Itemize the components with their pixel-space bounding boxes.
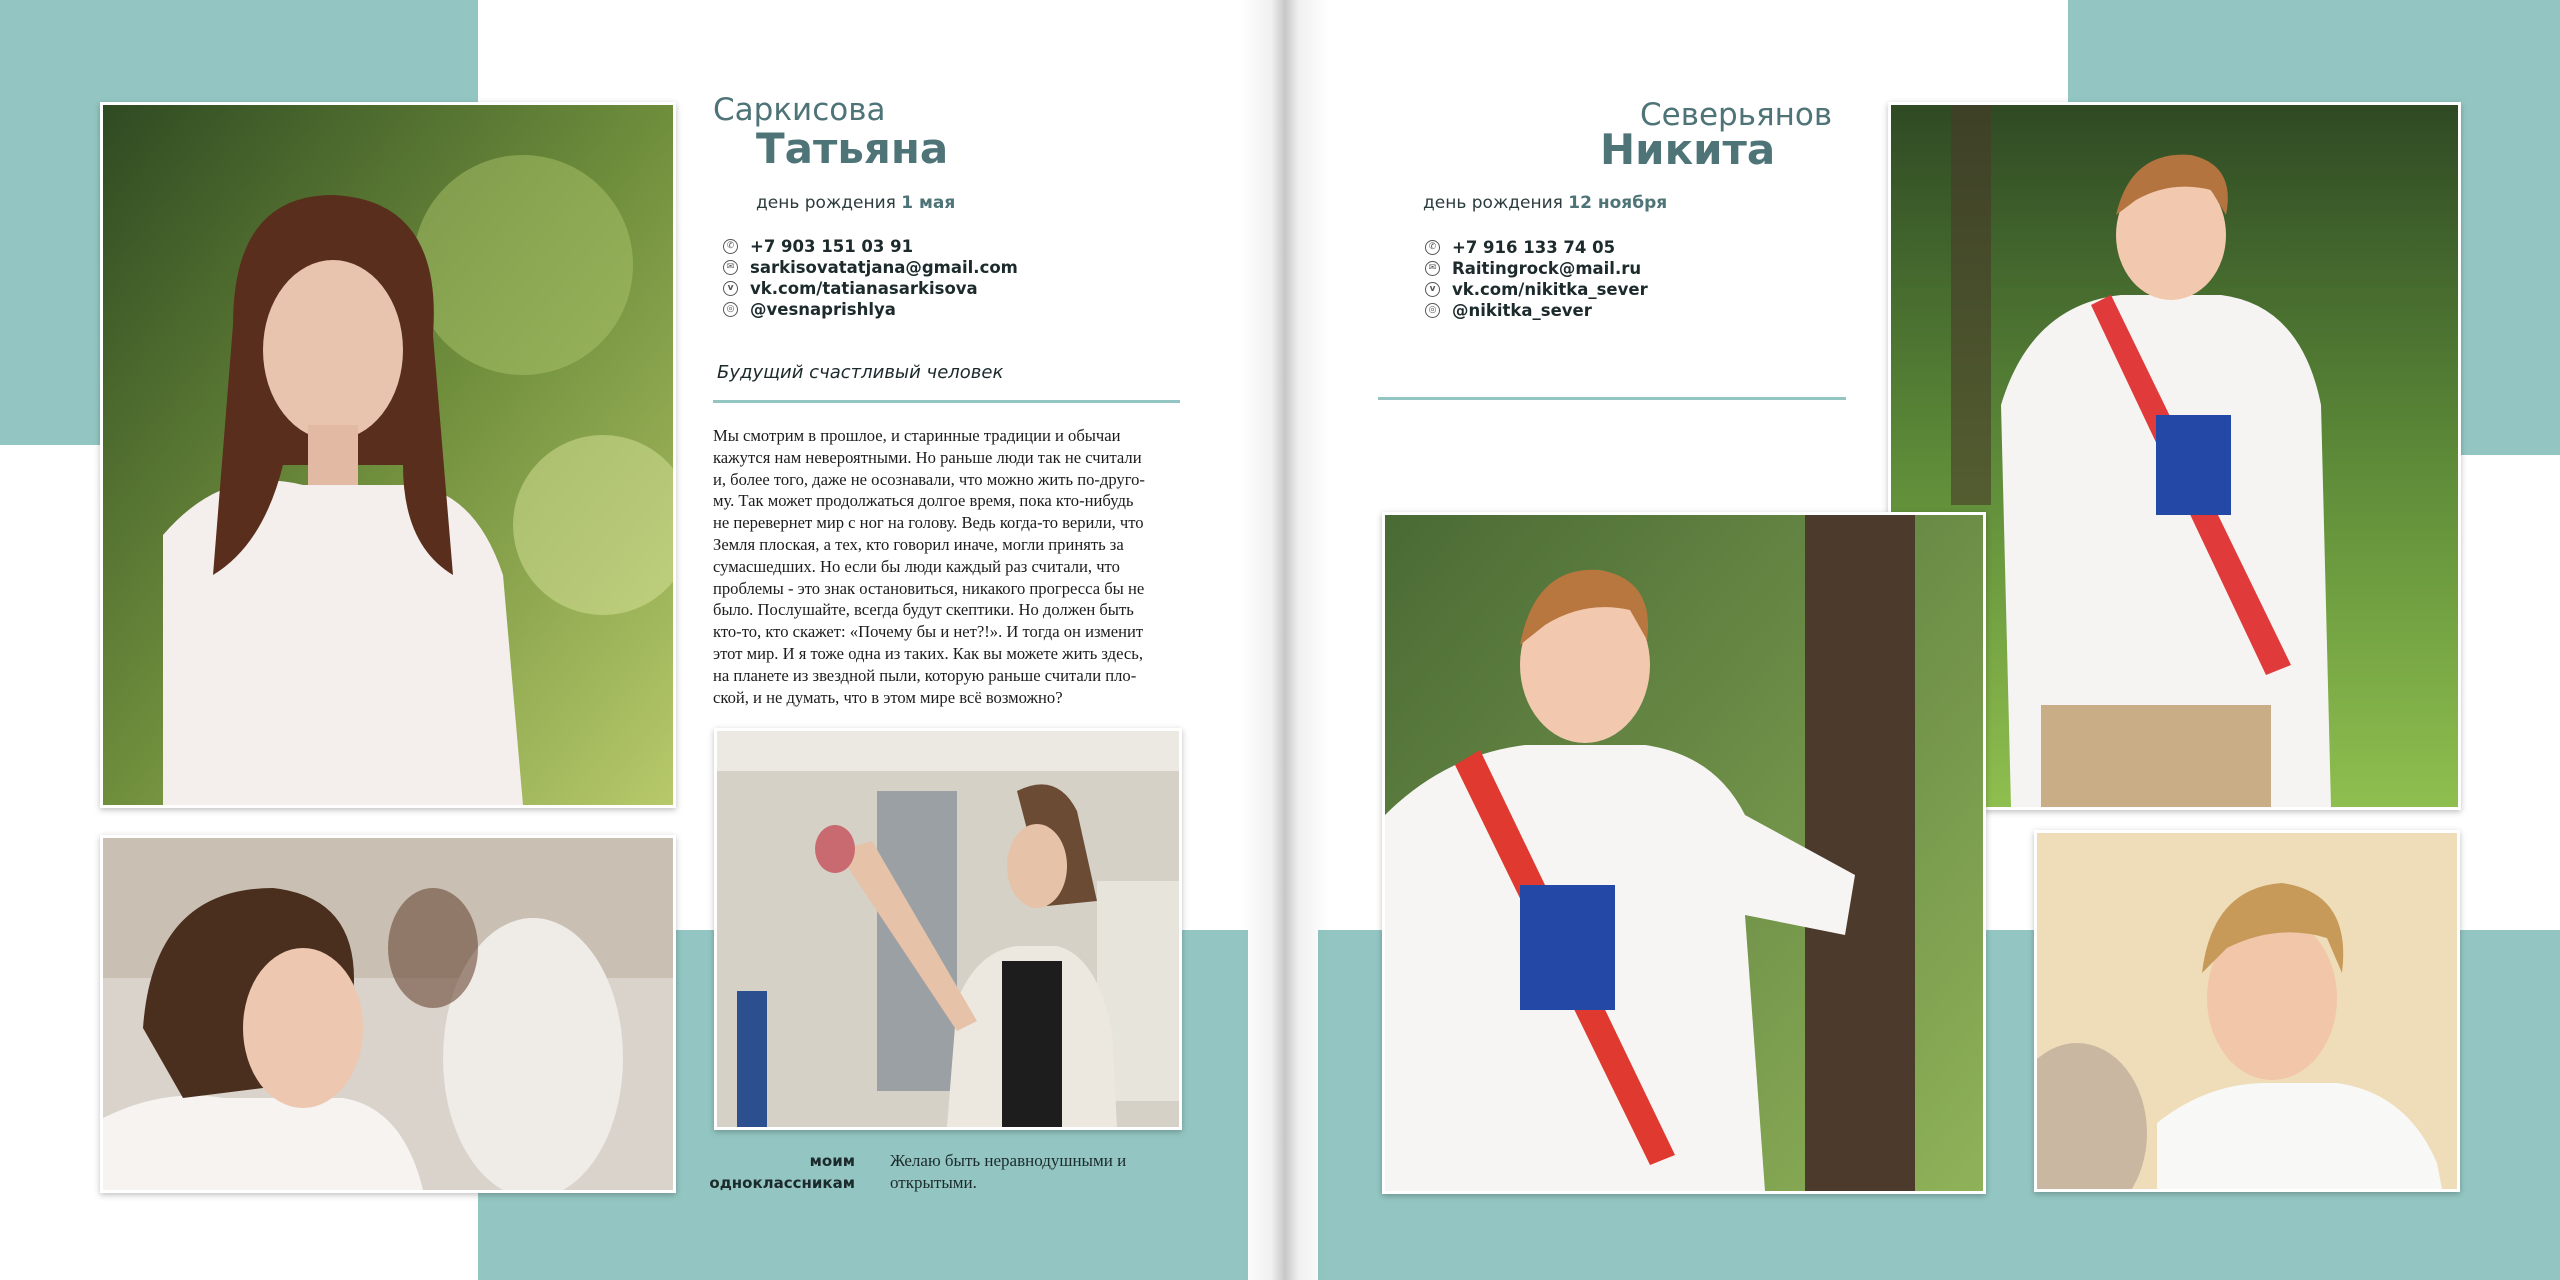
wish-line2: открытыми. bbox=[890, 1173, 977, 1192]
divider-rule bbox=[713, 400, 1180, 403]
story-line: Мы смотрим в прошлое, и старинные традиции и обычаи bbox=[713, 426, 1121, 445]
email-icon: ✉ bbox=[1425, 261, 1440, 276]
photo-nikita-tree bbox=[1382, 512, 1986, 1194]
student-surname: Саркисова bbox=[713, 92, 886, 128]
story-line: проблемы - это знак остановиться, никакого прогресса бы не bbox=[713, 578, 1145, 598]
wish-label bbox=[690, 1150, 855, 1194]
vk-icon: v bbox=[1425, 282, 1440, 297]
contact-instagram-right bbox=[1425, 300, 1648, 321]
book-gutter bbox=[1240, 0, 1330, 1280]
vk-icon: v bbox=[723, 281, 738, 296]
birthday bbox=[756, 193, 955, 213]
email-text[interactable]: sarkisovatatjana@gmail.com bbox=[750, 258, 1018, 277]
instagram-text-right[interactable]: @nikitka_sever bbox=[1452, 301, 1592, 320]
story-line: было. Послушайте, всегда будут скептики. Но должен быть bbox=[713, 600, 1134, 620]
instagram-icon: ◎ bbox=[1425, 303, 1440, 318]
wish-label-line1: моим bbox=[809, 1152, 855, 1170]
photo-tatiana-museum bbox=[714, 728, 1182, 1130]
contact-list-right bbox=[1425, 237, 1648, 321]
story-line: этот мир. И я тоже одна из таких. Как вы можете жить здесь, bbox=[713, 643, 1143, 663]
story-line: кто-то, кто скажет: «Почему бы и нет?!». И тогда он изменит bbox=[713, 622, 1144, 642]
wish-line1: Желаю быть неравнодушными и bbox=[890, 1151, 1127, 1170]
contact-list bbox=[723, 236, 1018, 320]
birthday-value: 1 мая bbox=[901, 193, 956, 213]
contact-email bbox=[723, 257, 1018, 278]
student-surname-right: Северьянов bbox=[1640, 97, 1833, 133]
instagram-icon: ◎ bbox=[723, 302, 738, 317]
story-line: кажутся нам невероятными. Но раньше люди так не считали bbox=[713, 447, 1142, 467]
birthday-label: день рождения bbox=[756, 193, 896, 213]
student-first-name-right: Никита bbox=[1600, 125, 1776, 174]
contact-email-right bbox=[1425, 258, 1648, 279]
divider-rule-right bbox=[1378, 397, 1846, 400]
story-line: сумасшедших. Но если бы люди каждый раз считали, что bbox=[713, 556, 1120, 576]
birthday-right bbox=[1423, 193, 1667, 213]
vk-text[interactable]: vk.com/tatianasarkisova bbox=[750, 279, 978, 298]
motto: Будущий счастливый человек bbox=[717, 362, 1004, 383]
story-line: Земля плоская, а тех, кто говорил иначе, могли принять за bbox=[713, 534, 1124, 554]
contact-phone-right bbox=[1425, 237, 1648, 258]
wish-text bbox=[890, 1150, 1180, 1194]
email-icon: ✉ bbox=[723, 260, 738, 275]
story-line: ской, и не думать, что в этом мире всё возможно? bbox=[713, 687, 1063, 707]
photo-nikita-smile bbox=[2034, 830, 2460, 1192]
wish-label-line2: одноклассникам bbox=[709, 1174, 855, 1192]
email-text-right[interactable]: Raitingrock@mail.ru bbox=[1452, 259, 1642, 278]
phone-icon: ✆ bbox=[1425, 240, 1440, 255]
photo-tatiana-classroom bbox=[100, 835, 676, 1193]
phone-text[interactable]: +7 903 151 03 91 bbox=[750, 237, 914, 256]
story-line: и, более того, даже не осознавали, что можно жить по-друго- bbox=[713, 469, 1145, 489]
story-line: на планете из звездной пыли, которую раньше считали пло- bbox=[713, 665, 1137, 685]
instagram-text[interactable]: @vesnaprishlya bbox=[750, 300, 896, 319]
contact-instagram bbox=[723, 299, 1018, 320]
vk-text-right[interactable]: vk.com/nikitka_sever bbox=[1452, 280, 1648, 299]
contact-phone bbox=[723, 236, 1018, 257]
birthday-value-right: 12 ноября bbox=[1568, 193, 1668, 213]
student-first-name: Татьяна bbox=[756, 124, 949, 173]
contact-vk-right bbox=[1425, 279, 1648, 300]
phone-icon: ✆ bbox=[723, 239, 738, 254]
story-line: му. Так может продолжаться долгое время, пока кто-нибудь bbox=[713, 491, 1134, 511]
photo-tatiana-portrait bbox=[100, 102, 676, 808]
story-text bbox=[713, 425, 1183, 708]
phone-text-right[interactable]: +7 916 133 74 05 bbox=[1452, 238, 1616, 257]
story-line: не перевернет мир с ног на голову. Ведь когда-то верили, что bbox=[713, 513, 1144, 533]
birthday-label-right: день рождения bbox=[1423, 193, 1563, 213]
contact-vk bbox=[723, 278, 1018, 299]
